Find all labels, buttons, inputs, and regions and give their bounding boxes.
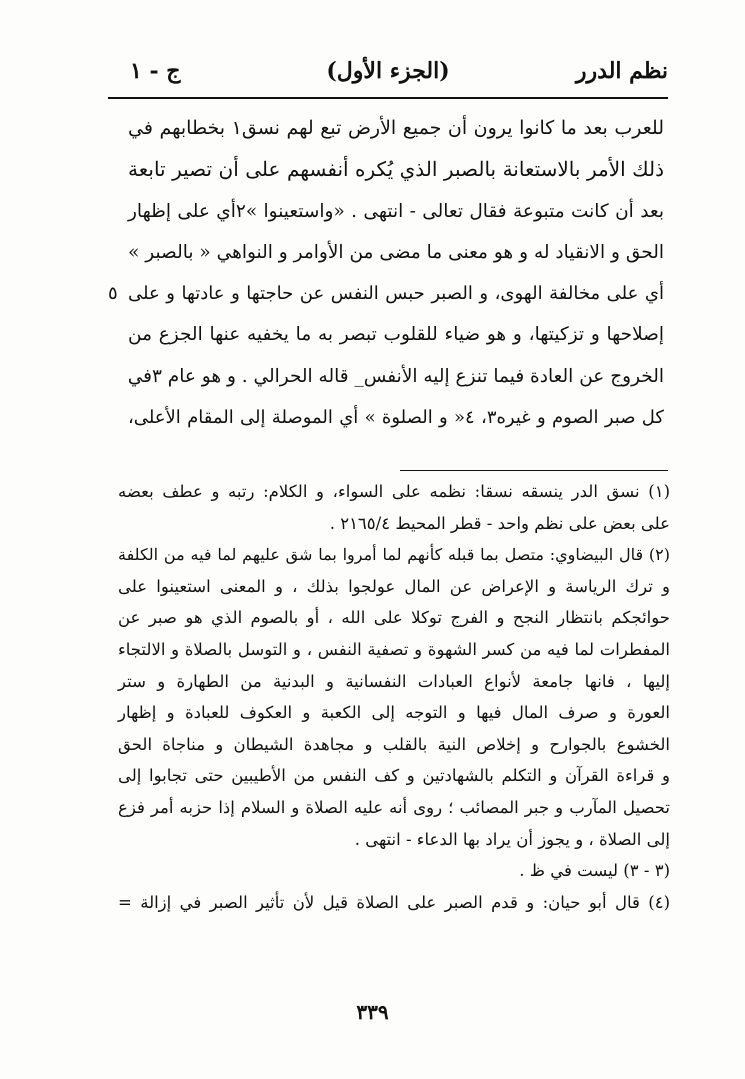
header-volume-code: ج - ١: [130, 58, 181, 84]
footnote-line: العورة و صرف المال فيها و التوجه إلى الكعبة و العكوف للعبادة و إظهار: [118, 703, 670, 723]
header-book-title: نظم الدرر: [575, 58, 668, 84]
line-number: ٥: [108, 283, 118, 305]
text-line: أي على مخالفة الهوى، و الصبر حبس النفس عن حاجتها و عادتها و على: [128, 283, 664, 305]
text-line: كل صبر الصوم و غيره٣، ٤« و الصلوة » أي الموصلة إلى المقام الأعلى،: [128, 407, 664, 429]
footnote-line: المفطرات لما فيه من كسر الشهوة و تصفية النفس ، و التوسل بالصلاة و الالتجاء: [118, 639, 670, 659]
footnote-line: و قراءة القرآن و التكلم بالشهادتين و كف النفس من الأطيبين حتى تجابوا إلى: [118, 766, 670, 786]
footnote-line: على بعض على نظم واحد - قطر المحيط ٢١٦٥/٤ .: [329, 513, 670, 533]
footnote-line: (٤) قال أبو حيان: و قدم الصبر على الصلاة قيل لأن تأثير الصبر في إزالة =: [118, 892, 670, 912]
footnote-line: إلى الصلاة ، و يجوز أن يراد بها الدعاء - انتهى .: [354, 829, 670, 849]
footnote-line: و ترك الرياسة و الإعراض عن المال عولجوا بذلك ، و المعنى استعينوا على: [118, 576, 670, 596]
page-number: ٣٣٩: [356, 1000, 389, 1024]
footnote-line: الخشوع بالجوارح و إخلاص النية بالقلب و مجاهدة الشيطان و مناجاة الحق: [118, 734, 670, 754]
footnote-line: (١) نسق الدر ينسقه نسقا: نظمه على السواء، و الكلام: رتبه و عطف بعضه: [118, 482, 670, 501]
text-line: ذلك الأمر بالاستعانة بالصبر الذي يُكره أنفسهم على أن تصير تابعة: [128, 157, 664, 182]
footnote-line: تحصيل المآرب و جبر المصائب ؛ روى أنه عليه الصلاة و السلام إذا حزبه أمر فزع: [118, 797, 670, 817]
footnote-line: إليها ، فانها جامعة لأنواع العبادات النفسانية و البدنية من الطهارة و ستر: [118, 671, 670, 691]
text-line: بعد أن كانت متبوعة فقال تعالى - انتهى . «واستعينوا »٢أي على إظهار: [128, 200, 664, 222]
text-line: للعرب بعد ما كانوا يرون أن جميع الأرض تبع لهم نسق١ بخطابهم في: [128, 117, 665, 139]
text-line: الحق و الانقياد له و هو معنى ما مضى من الأوامر و النواهي « بالصبر »: [128, 241, 664, 263]
footnote-line: (٢) قال البيضاوي: متصل بما قبله كأنهم لما أمروا بما شق عليهم لما فيه من الكلفة: [118, 545, 670, 565]
header-volume-title: (الجزء الأول): [326, 58, 450, 84]
footnotes: [118, 476, 670, 918]
running-header: [108, 58, 668, 92]
header-rule: [108, 97, 668, 99]
footnote-line: (٣ - ٣) ليست في ظ .: [519, 861, 670, 881]
text-line: إصلاحها و تزكيتها، و هو ضياء للقلوب تبصر به ما يخفيه عنها الجزع من: [128, 324, 664, 346]
text-line: الخروج عن العادة فيما تنزع إليه الأنفس_ قاله الحرالي . و هو عام ٣في: [127, 365, 664, 387]
main-text: [108, 108, 665, 438]
footnote-rule: [400, 470, 668, 471]
footnote-line: حوائجكم بانتظار النجح و الفرج توكلا على الله ، أو بالصوم الذي هو صبر عن: [118, 608, 670, 628]
